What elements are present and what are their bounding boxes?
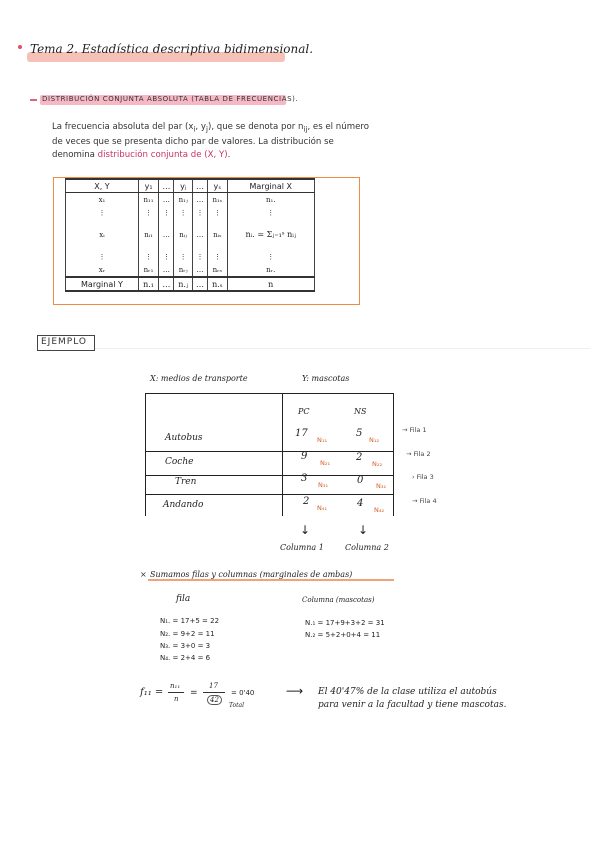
header-cell: Marginal X	[227, 179, 315, 193]
frequency-table	[65, 178, 315, 292]
footer-cell: Marginal Y	[66, 277, 139, 291]
cell-value: 3	[301, 473, 308, 484]
cell-tag: N₁₂	[369, 436, 380, 444]
table-cell: ⋮	[138, 206, 158, 219]
cell-tag: N₁₁	[317, 436, 328, 444]
cell-tag: N₄₁	[317, 504, 328, 512]
def-part4: , es el número de veces que se presenta dicho par de valores. La distribución se denomina	[52, 122, 369, 160]
header-cell: …	[192, 179, 207, 193]
fila-label: Fila 3	[416, 473, 434, 481]
footer-cell: n.₁	[138, 277, 158, 291]
table-cell: nᵣ₁	[138, 263, 158, 277]
table-header-row	[66, 179, 315, 193]
fraction-bar	[203, 692, 225, 693]
variable-x: X: medios de transporte	[150, 374, 248, 383]
cell-value: 17	[295, 428, 308, 439]
column-sum: N.₂ = 5+2+0+4 = 11	[305, 631, 381, 639]
table-cell: x₁	[66, 193, 139, 207]
footer-cell: n.ₛ	[208, 277, 227, 291]
table-cell: n₁ⱼ	[174, 193, 192, 207]
fila-sum: N₃. = 3+0 = 3	[160, 642, 211, 650]
table-cell: ⋮	[174, 250, 192, 263]
cell-tag: N₃₂	[376, 482, 387, 490]
footer-cell: n.ⱼ	[174, 277, 192, 291]
fila-label: Fila 4	[419, 497, 437, 505]
fila-label: Fila 2	[413, 450, 431, 458]
fila-heading: fila	[176, 594, 191, 604]
table-cell: ⋮	[192, 206, 207, 219]
formula-denominator-value: 42	[207, 695, 222, 705]
header-cell: y₁	[138, 179, 158, 193]
section-heading: DISTRIBUCIÓN CONJUNTA ABSOLUTA (TABLA DE FRECUENCIAS).	[42, 95, 299, 103]
down-arrow-icon: ↓	[358, 523, 369, 537]
def-end: .	[227, 149, 231, 160]
cell-value: 9	[301, 451, 308, 462]
table-cell: nᵣₛ	[208, 263, 227, 277]
table-cell: nᵢⱼ	[174, 219, 192, 250]
table-cell: ⋮	[208, 206, 227, 219]
conclusion-line-1: El 40'47% de la clase utiliza el autobús	[318, 687, 497, 697]
total-annotation: Total	[229, 702, 245, 709]
table-cell: nᵢ₁	[138, 219, 158, 250]
def-sub-ij: ij	[303, 124, 308, 134]
column-header: PC	[298, 407, 310, 416]
fila-sum: N₁. = 17+5 = 22	[160, 617, 220, 625]
arrow-icon: ⟶	[286, 684, 304, 698]
formula-numerator: n₁₁	[170, 682, 181, 690]
table-cell: xᵣ	[66, 263, 139, 277]
table-cell: ⋮	[174, 206, 192, 219]
section-bullet	[30, 99, 37, 101]
formula-numerator-value: 17	[209, 682, 218, 690]
fila-arrow-label: → Fila 2	[406, 450, 431, 458]
def-sub-i: i	[193, 124, 196, 134]
page-title: Tema 2. Estadística descriptiva bidimensional.	[30, 42, 314, 56]
header-cell: …	[159, 179, 174, 193]
table-cell: nᵣ.	[227, 263, 315, 277]
def-part2: , y	[195, 122, 206, 132]
bullet-icon: ×	[140, 570, 147, 579]
row-label: Coche	[165, 457, 194, 467]
table-line	[145, 393, 146, 516]
formula-lhs: f₁₁ =	[140, 687, 164, 698]
table-row	[66, 219, 315, 250]
example-label: EJEMPLO	[41, 337, 87, 347]
formula-denominator: n	[174, 695, 179, 703]
fraction-bar	[168, 692, 184, 693]
table-row	[66, 250, 315, 263]
def-highlight: distribución conjunta de (X, Y)	[97, 149, 228, 160]
formula-result: = 0'40	[231, 689, 255, 697]
column-sum: N.₁ = 17+9+3+2 = 31	[305, 619, 385, 627]
cell-value: 0	[357, 475, 364, 486]
table-cell: ⋮	[138, 250, 158, 263]
fila-arrow-label: › Fila 3	[412, 473, 434, 481]
footer-cell: …	[159, 277, 174, 291]
table-line	[145, 494, 393, 495]
table-cell: ⋮	[192, 250, 207, 263]
cell-tag: N₄₂	[374, 506, 385, 514]
formula-equals: =	[190, 688, 198, 698]
table-cell: …	[159, 263, 174, 277]
variable-y: Y: mascotas	[302, 374, 350, 383]
cell-tag: N₂₁	[320, 459, 331, 467]
table-row	[66, 193, 315, 207]
table-cell-sum: nᵢ. = Σⱼ₌₁ˢ nᵢⱼ	[227, 219, 315, 250]
table-cell: ⋮	[66, 206, 139, 219]
header-cell: yₛ	[208, 179, 227, 193]
table-cell: nᵢₛ	[208, 219, 227, 250]
table-cell: ⋮	[227, 250, 315, 263]
footer-cell: …	[192, 277, 207, 291]
footer-cell: n	[227, 277, 315, 291]
table-cell: …	[192, 263, 207, 277]
table-cell: ⋮	[66, 250, 139, 263]
definition-text	[52, 121, 370, 162]
table-cell: nᵣⱼ	[174, 263, 192, 277]
fila-sum: N₂. = 9+2 = 11	[160, 630, 215, 638]
table-line	[393, 393, 394, 516]
table-cell: xᵢ	[66, 219, 139, 250]
table-cell: …	[192, 219, 207, 250]
table-cell: …	[159, 219, 174, 250]
row-label: Autobus	[165, 433, 203, 443]
table-cell: …	[192, 193, 207, 207]
table-row	[66, 206, 315, 219]
cell-tag: N₂₂	[372, 460, 383, 468]
cell-value: 2	[356, 452, 363, 463]
table-cell: ⋮	[159, 250, 174, 263]
table-cell: …	[159, 193, 174, 207]
table-cell: n₁.	[227, 193, 315, 207]
column-header: NS	[354, 407, 367, 416]
column-footer: Columna 1	[280, 543, 324, 552]
row-label: Tren	[175, 477, 197, 487]
cell-value: 5	[356, 428, 363, 439]
down-arrow-icon: ↓	[300, 523, 311, 537]
fila-label: Fila 1	[409, 426, 427, 434]
table-cell: ⋮	[227, 206, 315, 219]
cell-tag: N₃₁	[318, 481, 329, 489]
table-cell: n₁₁	[138, 193, 158, 207]
table-cell: ⋮	[208, 250, 227, 263]
table-footer-row	[66, 277, 315, 291]
title-bullet	[18, 45, 22, 49]
table-line	[145, 393, 393, 394]
column-footer: Columna 2	[345, 543, 389, 552]
def-sub-j: j	[205, 124, 208, 134]
table-line	[282, 393, 283, 516]
table-cell: n₁ₛ	[208, 193, 227, 207]
table-row	[66, 263, 315, 277]
summing-underline	[148, 579, 394, 581]
conclusion-line-2: para venir a la facultad y tiene mascotas.	[318, 700, 507, 710]
fila-arrow-label: → Fila 4	[412, 497, 437, 505]
def-part1: La frecuencia absoluta del par (x	[52, 122, 194, 132]
header-cell: X, Y	[66, 179, 139, 193]
summing-heading: Sumamos filas y columnas (marginales de ambas)	[150, 570, 353, 579]
table-cell: ⋮	[159, 206, 174, 219]
table-line	[145, 475, 393, 476]
fila-sum: N₄. = 2+4 = 6	[160, 654, 211, 662]
divider	[95, 348, 590, 349]
cell-value: 4	[357, 498, 364, 509]
row-label: Andando	[163, 500, 204, 510]
cell-value: 2	[303, 496, 310, 507]
header-cell: yⱼ	[174, 179, 192, 193]
def-part3: ), que se denota por n	[207, 122, 304, 132]
columna-heading: Columna (mascotas)	[302, 596, 375, 604]
fila-arrow-label: → Fila 1	[402, 426, 427, 434]
